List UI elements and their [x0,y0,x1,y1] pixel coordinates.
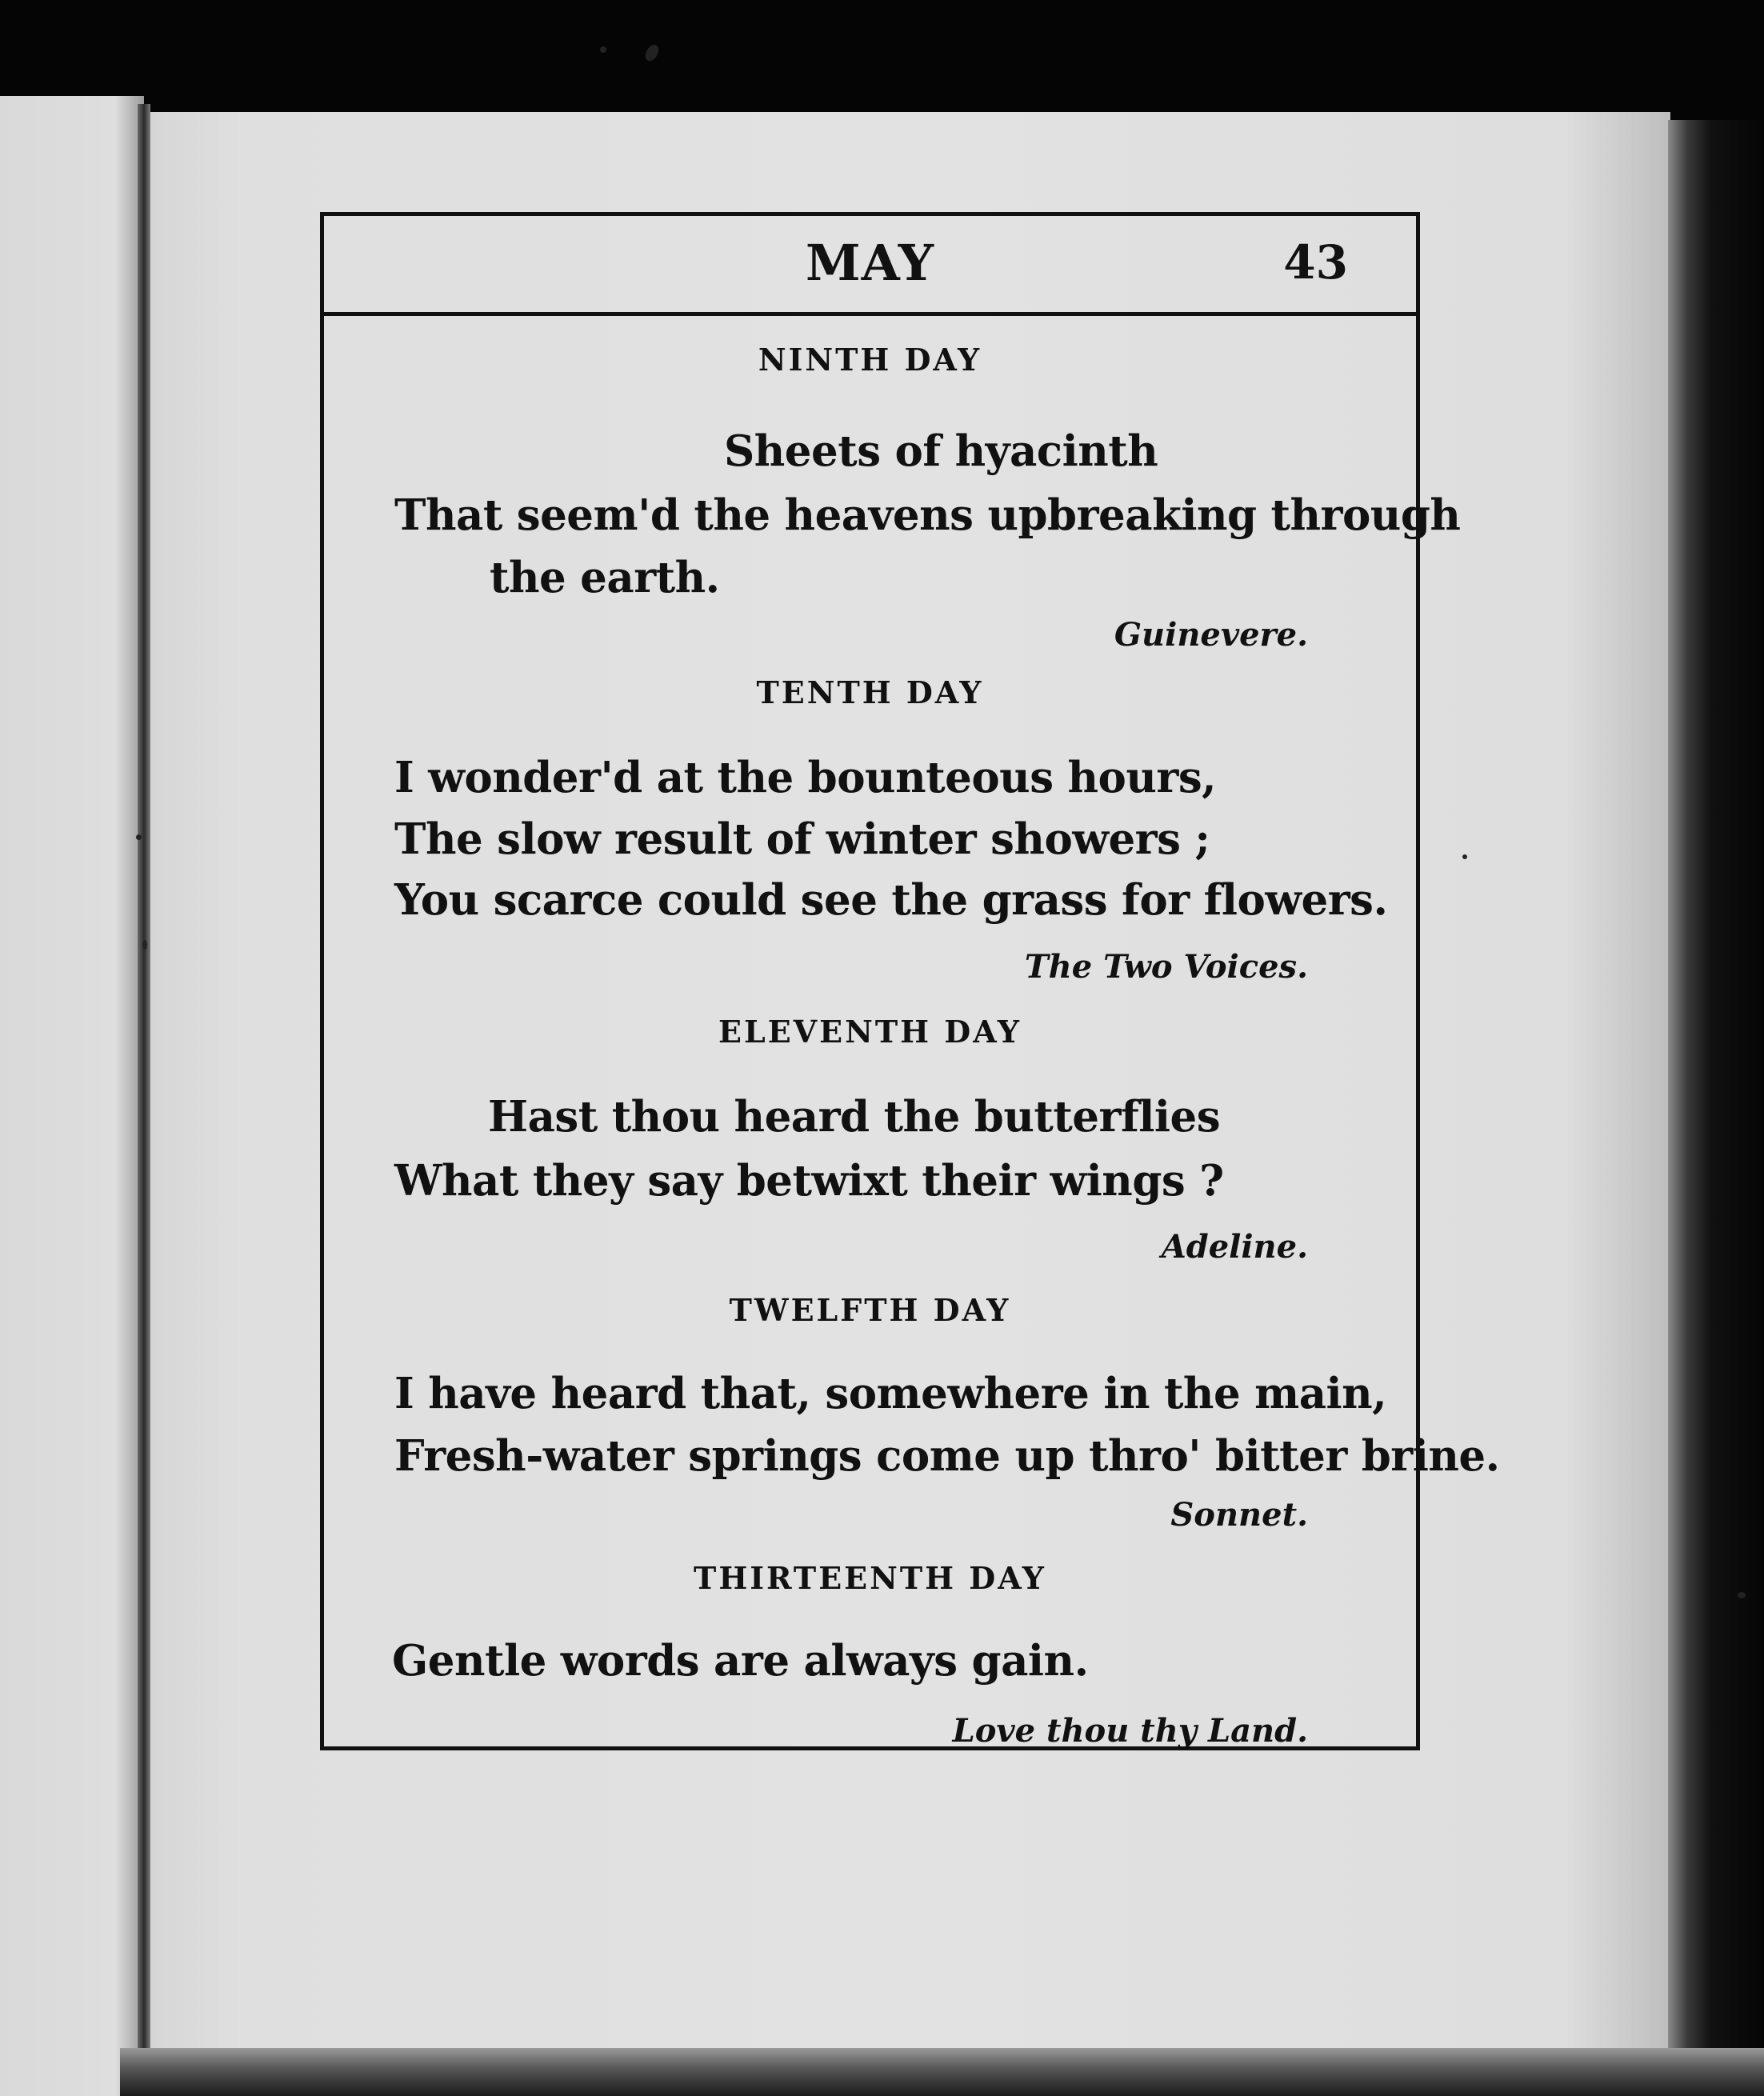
day-title: TENTH DAY [756,674,984,710]
page-frame [320,212,1500,1750]
quote-line: Fresh-water springs come up thro' bitter brine. [394,1431,1500,1481]
quote-source: Adeline. [1161,1228,1308,1266]
scan-speck [600,46,606,53]
quote-source: Love thou thy Land. [952,1712,1308,1750]
page-number: 43 [1283,235,1348,290]
day-title: ELEVENTH DAY [718,1014,1022,1050]
quote-line: What they say betwixt their wings ? [394,1156,1224,1206]
scan-speck [136,834,142,840]
right-page-edge [1668,120,1764,2096]
scan-speck [142,940,147,950]
day-title: THIRTEENTH DAY [694,1560,1046,1596]
scan-speck [1738,1592,1746,1598]
quote-line: Hast thou heard the butterflies [488,1092,1221,1142]
quote-source: The Two Voices. [1024,948,1308,986]
quote-line: Sheets of hyacinth [724,426,1158,476]
scan-speck [642,42,661,63]
day-title: TWELFTH DAY [729,1292,1011,1328]
book-gutter [138,104,150,2096]
page-header [324,216,1416,316]
quote-line: Gentle words are always gain. [392,1636,1089,1686]
quote-line: I wonder'd at the bounteous hours, [394,753,1217,802]
quote-source: Guinevere. [1114,616,1308,654]
day-title: NINTH DAY [758,342,982,378]
month-heading: MAY [806,234,934,292]
quote-line: That seem'd the heavens upbreaking through [394,490,1461,540]
scan-speck [1462,854,1467,859]
quote-source: Sonnet. [1170,1496,1308,1534]
bottom-page-edge [120,2048,1764,2096]
left-page-edge [0,96,144,2096]
quote-line: the earth. [490,553,720,602]
quote-line: You scarce could see the grass for flowers. [394,875,1388,925]
quote-line: The slow result of winter showers ; [394,814,1210,864]
quote-line: I have heard that, somewhere in the main, [394,1369,1387,1418]
